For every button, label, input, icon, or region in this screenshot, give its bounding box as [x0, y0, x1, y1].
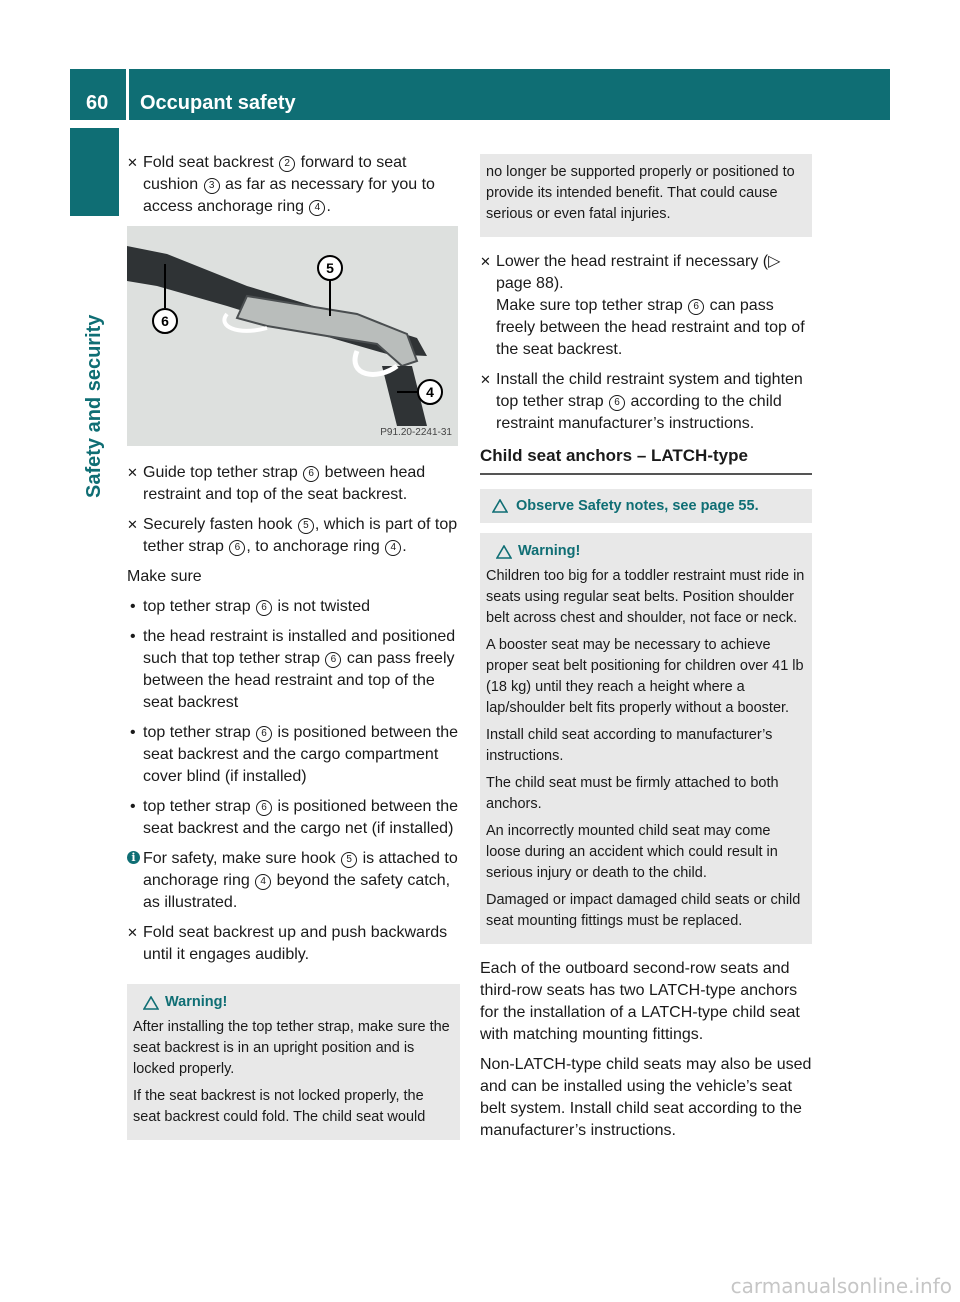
step-arrow-icon: ✕: [127, 925, 138, 940]
right-column: [480, 152, 812, 1150]
warning-title: Warning!: [486, 541, 806, 562]
step-fold-backrest-up: ✕ Fold seat backrest up and push backwards until it engages audibly.: [127, 924, 448, 963]
warning-text: Install child seat according to manufacturer’s instructions.: [486, 727, 773, 764]
info-note: i For safety, make sure hook 5 is attached to anchorage ring 4 beyond the safety catch, as illustrated.: [127, 848, 460, 914]
info-icon: i: [127, 851, 140, 864]
list-item: • top tether strap 6 is not twisted: [130, 598, 370, 615]
side-tab: [70, 128, 119, 216]
side-section-label: Safety and security: [82, 314, 105, 498]
warning-text: After installing the top tether strap, make sure the seat backrest is in an upright position and is locked properly.: [133, 1019, 450, 1077]
warning-triangle-icon: [496, 545, 512, 559]
make-sure-text: Make sure: [127, 568, 202, 585]
warning-text: no longer be supported properly or positioned to provide its intended benefit. That could cause serious or even fatal injuries.: [486, 164, 795, 222]
warning-text: A booster seat may be necessary to achieve proper seat belt positioning for children over 41 lb (18 kg) until they reach a height where a lap/shoulder belt fits properly without a booster.: [486, 637, 804, 716]
step-arrow-icon: ✕: [127, 465, 138, 480]
tether-illustration: [127, 226, 458, 446]
warning-box-continued: [480, 154, 812, 237]
observe-safety-note: Observe Safety notes, see page 55.: [480, 489, 812, 523]
page-number: 60: [86, 92, 109, 114]
step-install-child-restraint: ✕ Install the child restraint system and tighten top tether strap 6 according to the child restraint manufacturer’s instructions.: [480, 371, 803, 432]
step-arrow-icon: ✕: [127, 155, 138, 170]
warning-title: Warning!: [133, 992, 454, 1013]
step-lower-head-restraint: ✕ Lower the head restraint if necessary (▷ page 88). Make sure top tether strap 6 can pass freely between the head restraint and top of the seat backrest.: [480, 253, 805, 358]
section-heading: Child seat anchors – LATCH-type: [480, 445, 812, 475]
tether-strap-drawing: [127, 226, 458, 446]
step-arrow-icon: ✕: [480, 254, 491, 269]
warning-text: Children too big for a toddler restraint must ride in seats using regular seat belts. Position shoulder belt across chest and shoulder, not face or neck.: [486, 568, 805, 626]
header-divider: [126, 69, 129, 120]
left-column: [127, 152, 460, 1140]
body-paragraph: Each of the outboard second-row seats and third-row seats has two LATCH-type anchors for the installation of a LATCH-type child seat with matching mounting fittings.: [480, 960, 800, 1043]
callout-5-label: 5: [326, 260, 334, 276]
warning-text: An incorrectly mounted child seat may come loose during an accident which could result in serious injury or death to the child.: [486, 823, 778, 881]
body-paragraph: Non-LATCH-type child seats may also be used and can be installed using the vehicle’s seat belt system. Install child seat according to the manufacturer’s instructions.: [480, 1056, 812, 1139]
step-arrow-icon: ✕: [127, 517, 138, 532]
list-item: • the head restraint is installed and positioned such that top tether strap 6 can pass freely between the head restraint and top of the seat backrest: [130, 628, 456, 711]
warning-text: Damaged or impact damaged child seats or child seat mounting fittings must be replaced.: [486, 892, 801, 929]
warning-triangle-icon: [143, 996, 159, 1010]
page-ref-icon: ▷: [768, 253, 781, 270]
figure-code: P91.20-2241-31: [380, 427, 452, 438]
callout-6-label: 6: [161, 313, 169, 329]
watermark: carmanualsonline.info: [730, 1274, 952, 1298]
warning-text: The child seat must be firmly attached to both anchors.: [486, 775, 779, 812]
warning-box-backrest: [127, 984, 460, 1140]
page-title: Occupant safety: [140, 92, 296, 114]
warning-text: If the seat backrest is not locked properly, the seat backrest could fold. The child seat would: [133, 1088, 426, 1125]
list-item: • top tether strap 6 is positioned between the seat backrest and the cargo net (if installed): [130, 798, 459, 837]
list-item: • top tether strap 6 is positioned between the seat backrest and the cargo compartment cover blind (if installed): [130, 724, 459, 785]
step-arrow-icon: ✕: [480, 372, 491, 387]
step-guide-strap: ✕ Guide top tether strap 6 between head restraint and top of the seat backrest.: [127, 464, 426, 503]
callout-4-label: 4: [426, 384, 434, 400]
warning-triangle-icon: [492, 499, 508, 513]
step-fold-backrest: ✕ Fold seat backrest 2 forward to seat cushion 3 as far as necessary for you to access anchorage ring 4 .: [127, 154, 435, 215]
warning-box-child-seat: [480, 533, 812, 944]
step-fasten-hook: ✕ Securely fasten hook 5 , which is part of top tether strap 6 , to anchorage ring 4 .: [127, 516, 458, 555]
